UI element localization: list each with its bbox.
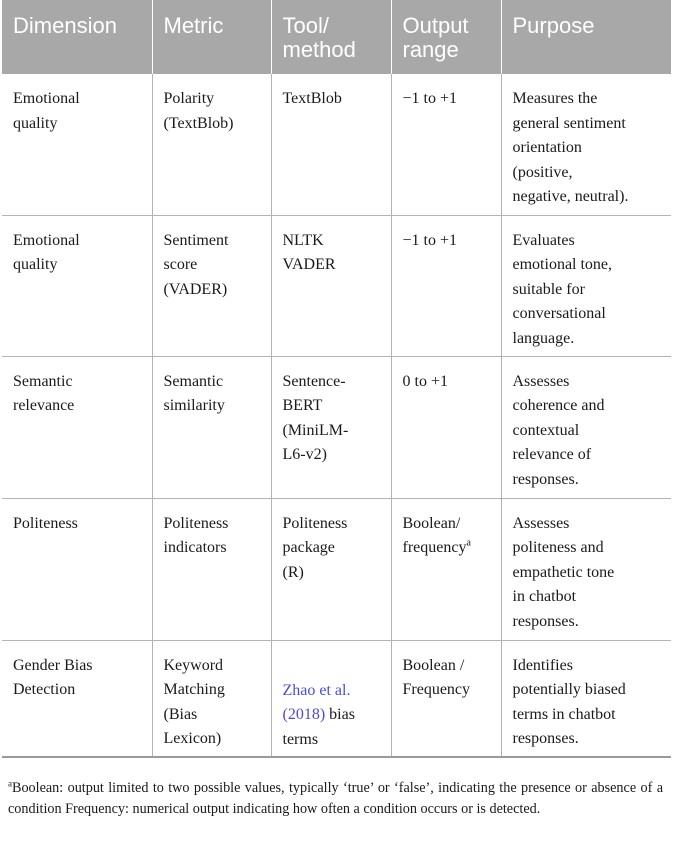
cell-line: Keyword	[163, 656, 224, 674]
cell-range	[391, 640, 501, 757]
cell-line: −1 to +1	[402, 90, 457, 107]
cell-tool	[271, 498, 391, 640]
cell-line: emotional tone,	[512, 256, 613, 273]
header-tool-label-1: Tool/	[282, 13, 329, 38]
cell-line: indicators	[163, 539, 227, 556]
cell-line: bias	[329, 706, 355, 723]
cell-line: responses.	[512, 612, 579, 630]
cell-line: BERT	[282, 397, 323, 414]
cell-metric	[152, 74, 271, 215]
cell-line: Emotional	[13, 231, 80, 249]
cell-tool	[271, 356, 391, 498]
header-range-label-2: range	[402, 37, 459, 62]
cell-line: Gender Bias	[13, 656, 93, 674]
cell-metric	[152, 498, 271, 640]
header-tool-label-2: method	[282, 37, 356, 62]
cell-line: quality	[13, 256, 58, 273]
cell-range	[391, 74, 501, 215]
header-metric-label: Metric	[163, 13, 224, 38]
cell-line: terms in chatbot	[512, 705, 616, 723]
cell-range	[391, 356, 501, 498]
cell-line: VADER	[282, 256, 336, 273]
cell-line: Semantic	[163, 372, 224, 390]
cell-line: Assesses	[512, 372, 570, 390]
cell-line: language.	[512, 329, 575, 347]
cell-tool	[271, 640, 391, 757]
cell-line: politeness and	[512, 539, 604, 556]
header-metric	[152, 0, 271, 74]
cell-line: (VADER)	[163, 280, 228, 298]
cell-purpose	[501, 640, 671, 757]
cell-purpose	[501, 356, 671, 498]
cell-line: Polarity	[163, 90, 215, 107]
header-dimension	[2, 0, 152, 74]
cell-tool	[271, 74, 391, 215]
cell-range	[391, 215, 501, 356]
cell-line: responses.	[512, 470, 579, 488]
cell-line: Boolean /	[402, 656, 465, 674]
cell-line: package	[282, 539, 335, 556]
cell-line: frequency	[402, 539, 467, 556]
cell-metric	[152, 356, 271, 498]
cell-line: general sentiment	[512, 114, 626, 132]
cell-line: (Bias	[163, 705, 198, 723]
cell-line: NLTK	[282, 231, 324, 249]
cell-line: quality	[13, 114, 58, 132]
cell-line: Boolean/	[402, 514, 461, 532]
cell-dimension	[2, 498, 152, 640]
cell-line: TextBlob	[282, 90, 342, 107]
header-range-label-1: Output	[402, 13, 469, 38]
cell-line: Identifies	[512, 656, 573, 674]
table-header-row	[2, 0, 671, 74]
cell-line: (MiniLM-	[282, 421, 349, 439]
cell-line: negative, neutral).	[512, 188, 629, 205]
header-dimension-label: Dimension	[13, 13, 117, 38]
table-row	[2, 74, 671, 215]
header-purpose-label: Purpose	[512, 13, 595, 38]
cell-line: (TextBlob)	[163, 114, 234, 132]
cell-line: Sentiment	[163, 231, 229, 249]
cell-line: (R)	[282, 563, 304, 581]
header-output-range	[391, 0, 501, 74]
cell-line: (positive,	[512, 163, 573, 181]
cell-line: coherence and	[512, 397, 605, 414]
footnote-text: Boolean: output limited to two possible values, typically ‘true’ or ‘false’, indicating the presence or absence of a condition Frequency: numerical output indicating how often a condition occurs or is detected.	[8, 780, 663, 817]
cell-dimension	[2, 640, 152, 757]
cell-line: relevance	[13, 397, 75, 414]
cell-line: similarity	[163, 397, 225, 414]
cell-line: contextual	[512, 421, 580, 439]
cell-line: in chatbot	[512, 588, 577, 605]
cell-dimension	[2, 356, 152, 498]
cell-line: Sentence-	[282, 372, 346, 390]
header-tool-method	[271, 0, 391, 74]
footnote-marker: a	[466, 537, 471, 549]
citation-line[interactable]: (2018)	[282, 706, 326, 723]
cell-line: potentially biased	[512, 681, 626, 698]
cell-line: Detection	[13, 681, 76, 698]
cell-line: suitable for	[512, 280, 585, 298]
cell-line: relevance of	[512, 446, 592, 463]
cell-line: 0 to +1	[402, 372, 448, 390]
cell-line: Lexicon)	[163, 730, 222, 747]
cell-line: orientation	[512, 139, 582, 156]
footnote-marker: a	[8, 778, 12, 789]
cell-line: −1 to +1	[402, 231, 457, 249]
cell-purpose	[501, 74, 671, 215]
cell-metric	[152, 215, 271, 356]
cell-line: empathetic tone	[512, 563, 615, 581]
cell-line: Emotional	[13, 90, 80, 107]
cell-dimension	[2, 215, 152, 356]
cell-line: conversational	[512, 305, 606, 322]
cell-line: Matching	[163, 681, 225, 698]
cell-purpose	[501, 498, 671, 640]
cell-dimension	[2, 74, 152, 215]
table-row	[2, 356, 671, 498]
cell-line: L6-v2)	[282, 446, 327, 463]
cell-purpose	[501, 215, 671, 356]
cell-metric	[152, 640, 271, 757]
citation-line[interactable]: Zhao et al.	[282, 681, 351, 699]
table-row	[2, 498, 671, 640]
cell-tool	[271, 215, 391, 356]
table-row	[2, 640, 671, 757]
cell-line: Politeness	[163, 514, 229, 532]
cell-line: Measures the	[512, 90, 598, 107]
header-purpose	[501, 0, 671, 74]
cell-line: responses.	[512, 730, 579, 747]
cell-line: Evaluates	[512, 231, 575, 249]
cell-line: Politeness	[282, 514, 348, 532]
metrics-table	[2, 0, 671, 758]
cell-line: Politeness	[13, 514, 78, 532]
table-footnote	[8, 778, 663, 819]
table-row	[2, 215, 671, 356]
cell-line: Frequency	[402, 681, 471, 698]
cell-line: Semantic	[13, 372, 73, 390]
cell-range	[391, 498, 501, 640]
cell-line: Assesses	[512, 514, 570, 532]
cell-line: terms	[282, 730, 319, 748]
cell-line: score	[163, 256, 198, 273]
